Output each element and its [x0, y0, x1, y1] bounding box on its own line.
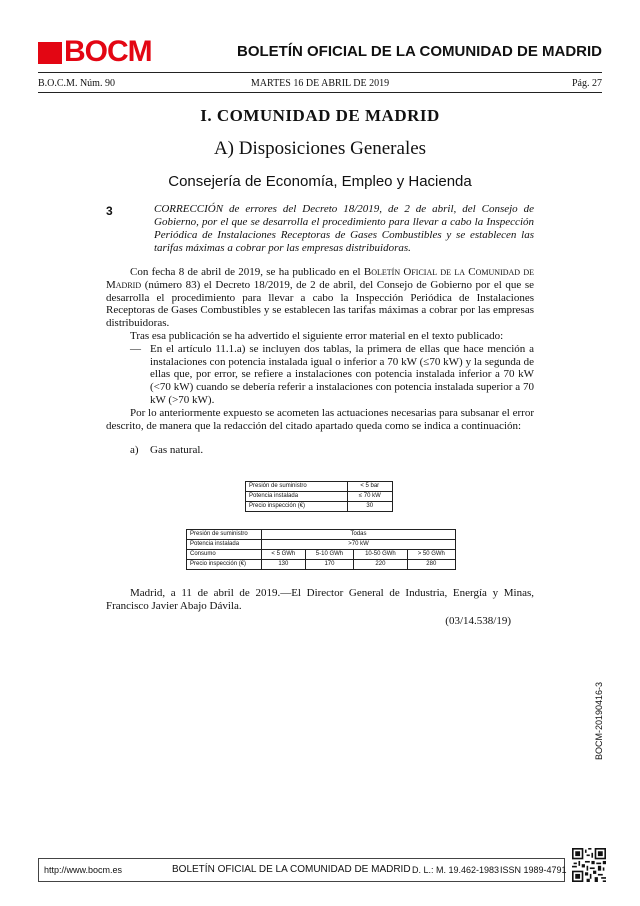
- table-row: Precio inspección (€) 130 170 220 280: [187, 560, 456, 570]
- dash-mark: —: [130, 342, 141, 355]
- publication-title: BOLETÍN OFICIAL DE LA COMUNIDAD DE MADRID: [237, 43, 602, 60]
- footer-publication: BOLETÍN OFICIAL DE LA COMUNIDAD DE MADRID: [172, 864, 411, 875]
- bocm-logo: BOCM: [64, 35, 152, 68]
- entry-summary: CORRECCIÓN de errores del Decreto 18/2019, de 2 de abril, del Consejo de Gobierno, por el que se desarrolla el procedimiento para llevar a cabo la Inspección Periódica de Instalaciones Receptoras de Gases Combustibles y se establecen las tarifas máximas a cobrar por las empresas distribuidoras.: [154, 203, 534, 254]
- table-row: Presión de suministro Todas: [187, 530, 456, 540]
- department-heading: Consejería de Economía, Empleo y Hacienda: [168, 173, 472, 190]
- table-1: [245, 481, 393, 512]
- page-number: Pág. 27: [572, 78, 602, 89]
- issue-number: B.O.C.M. Núm. 90: [38, 78, 115, 89]
- table-2: [186, 529, 456, 570]
- signature: Madrid, a 11 de abril de 2019.—El Director General de Industria, Energía y Minas, Francisco Javier Abajo Dávila.: [106, 587, 534, 612]
- table-row: Potencia instalada >70 kW: [187, 540, 456, 550]
- footer-issn: ISSN 1989-4791: [500, 865, 567, 875]
- dash-item-text: En el artículo 11.1.a) se incluyen dos tablas, la primera de ellas que hace mención a instalaciones con potencia instalada igual o inferior a 70 kW (≤70 kW) y la segunda de ellas que, por error, se refiere a instalaciones con potencia instalada inferior a 70 kW (<70 kW) cuando se debería referir a instalaciones con potencia instalada superior a 70 kW (>70 kW).: [150, 342, 534, 406]
- bocm-logo-mark: [38, 42, 62, 64]
- issue-date: MARTES 16 DE ABRIL DE 2019: [250, 78, 390, 89]
- footer-url-link[interactable]: http://www.bocm.es: [44, 865, 123, 875]
- footer-legal-deposit: D. L.: M. 19.462-1983: [412, 865, 500, 875]
- body-text: [106, 266, 534, 457]
- entry-number: 3: [106, 204, 113, 218]
- table-row: Precio inspección (€) 30: [246, 502, 393, 512]
- paragraph-3: Por lo anteriormente expuesto se acometen las actuaciones necesarias para subsanar el error descrito, de manera que la redacción del citado apartado queda como se indica a continuación:: [106, 406, 534, 432]
- table-row: Presión de suministro < 5 bar: [246, 482, 393, 492]
- section-heading: I. COMUNIDAD DE MADRID: [200, 106, 440, 125]
- table-row: Consumo < 5 GWh 5-10 GWh 10-50 GWh > 50 GWh: [187, 550, 456, 560]
- bocm-side-code: BOCM-20190416-3: [594, 681, 604, 760]
- reference-code: (03/14.538/19): [445, 615, 511, 627]
- boletin-small-caps: Boletín Oficial de la Comunidad de Madrid: [106, 266, 535, 291]
- list-item-a: a) Gas natural.: [130, 444, 204, 457]
- table-row: Potencia instalada ≤ 70 kW: [246, 492, 393, 502]
- subsection-heading: A) Disposiciones Generales: [213, 138, 427, 159]
- paragraph-2: Tras esa publicación se ha advertido el siguiente error material en el texto publicado:: [130, 329, 504, 342]
- header-rule-bottom: [38, 92, 602, 93]
- qr-code-icon: [572, 848, 606, 882]
- dash-item: [130, 343, 534, 407]
- header-rule-top: [38, 72, 602, 73]
- paragraph-1: Con fecha 8 de abril de 2019, se ha publicado en el Boletín Oficial de la Comunidad de Madrid (número 83) el Decreto 18/2019, de 2 de abril, del Consejo de Gobierno por el que se desarrolla el procedimiento para llevar a cabo la Inspección Periódica de Instalaciones Receptoras de Gases Combustibles y se establecen las tarifas máximas a cobrar por las empresas distribuidoras.: [106, 266, 535, 330]
